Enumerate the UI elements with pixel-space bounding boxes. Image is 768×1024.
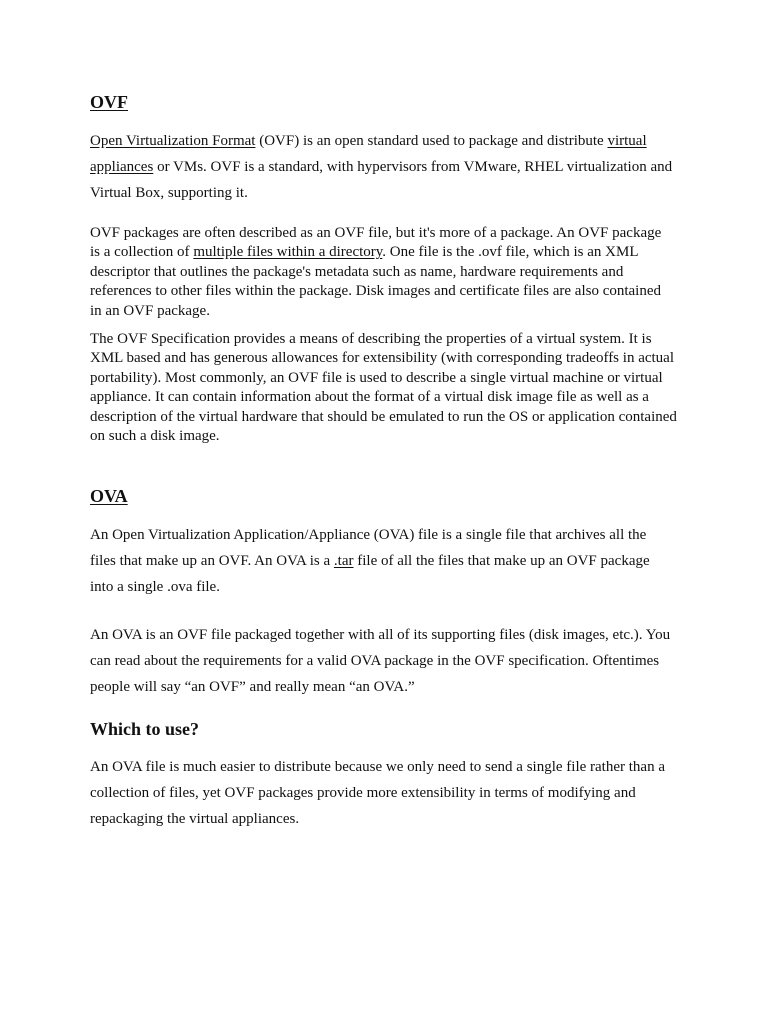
heading-ovf: OVF [90, 92, 128, 112]
paragraph-ovf-intro [90, 128, 682, 206]
heading-which-to-use: Which to use? [90, 719, 200, 739]
paragraph-ovf-specification: The OVF Specification provides a means of describing the properties of a virtual system. It is XML based and has generous allowances for extensibility (with corresponding tradeoffs in actual portability). Most commonly, an OVF file is used to describe a single virtual machine or virtual appliance. It can contain information about the format of a virtual disk image file as well as a description of the virtual hardware that should be emulated to run the OS or application contained on such a disk image. [90, 331, 677, 445]
paragraph-ova-packaged: An OVA is an OVF file packaged together with all of its supporting files (disk images, etc.). You can read about the requirements for a valid OVA package in the OVF specification. Oftentimes people will say “an OVF” and really mean “an OVA.” [90, 627, 671, 695]
link-multiple-files-within-directory[interactable]: multiple files within a directory [193, 244, 383, 261]
link-tar[interactable]: .tar [333, 553, 354, 569]
paragraph-text: or VMs. OVF is a standard, with hypervisors from VMware, RHEL virtualization and Virtual Box, supporting it. [90, 159, 673, 201]
paragraph-text: . One file is the .ovf file, which is an XML descriptor that outlines the package's metadata such as name, hardware requirements and references to other files within the package. Disk images and certificate files are also contained in an OVF package. [90, 244, 662, 319]
paragraph-ova-intro [90, 522, 670, 600]
paragraph-text: OVF packages are often described as an OVF file, but it's more of a package. An OVF package is a collection of [90, 225, 662, 261]
paragraph-ovf-packages [90, 224, 670, 321]
heading-ova: OVA [90, 486, 128, 506]
link-virtual-appliances[interactable]: virtual appliances [90, 133, 647, 175]
paragraph-which-to-use: An OVA file is much easier to distribute because we only need to send a single file rather than a collection of files, yet OVF packages provide more extensibility in terms of modifying and repackaging the virtual appliances. [90, 759, 665, 827]
paragraph-text: (OVF) is an open standard used to package and distribute [255, 133, 608, 149]
paragraph-text: file of all the files that make up an OVF package into a single .ova file. [90, 553, 650, 595]
paragraph-text: An Open Virtualization Application/Appliance (OVA) file is a single file that archives all the files that make up an OVF. An OVA is a [90, 527, 647, 569]
link-open-virtualization-format[interactable]: Open Virtualization Format [90, 133, 256, 149]
